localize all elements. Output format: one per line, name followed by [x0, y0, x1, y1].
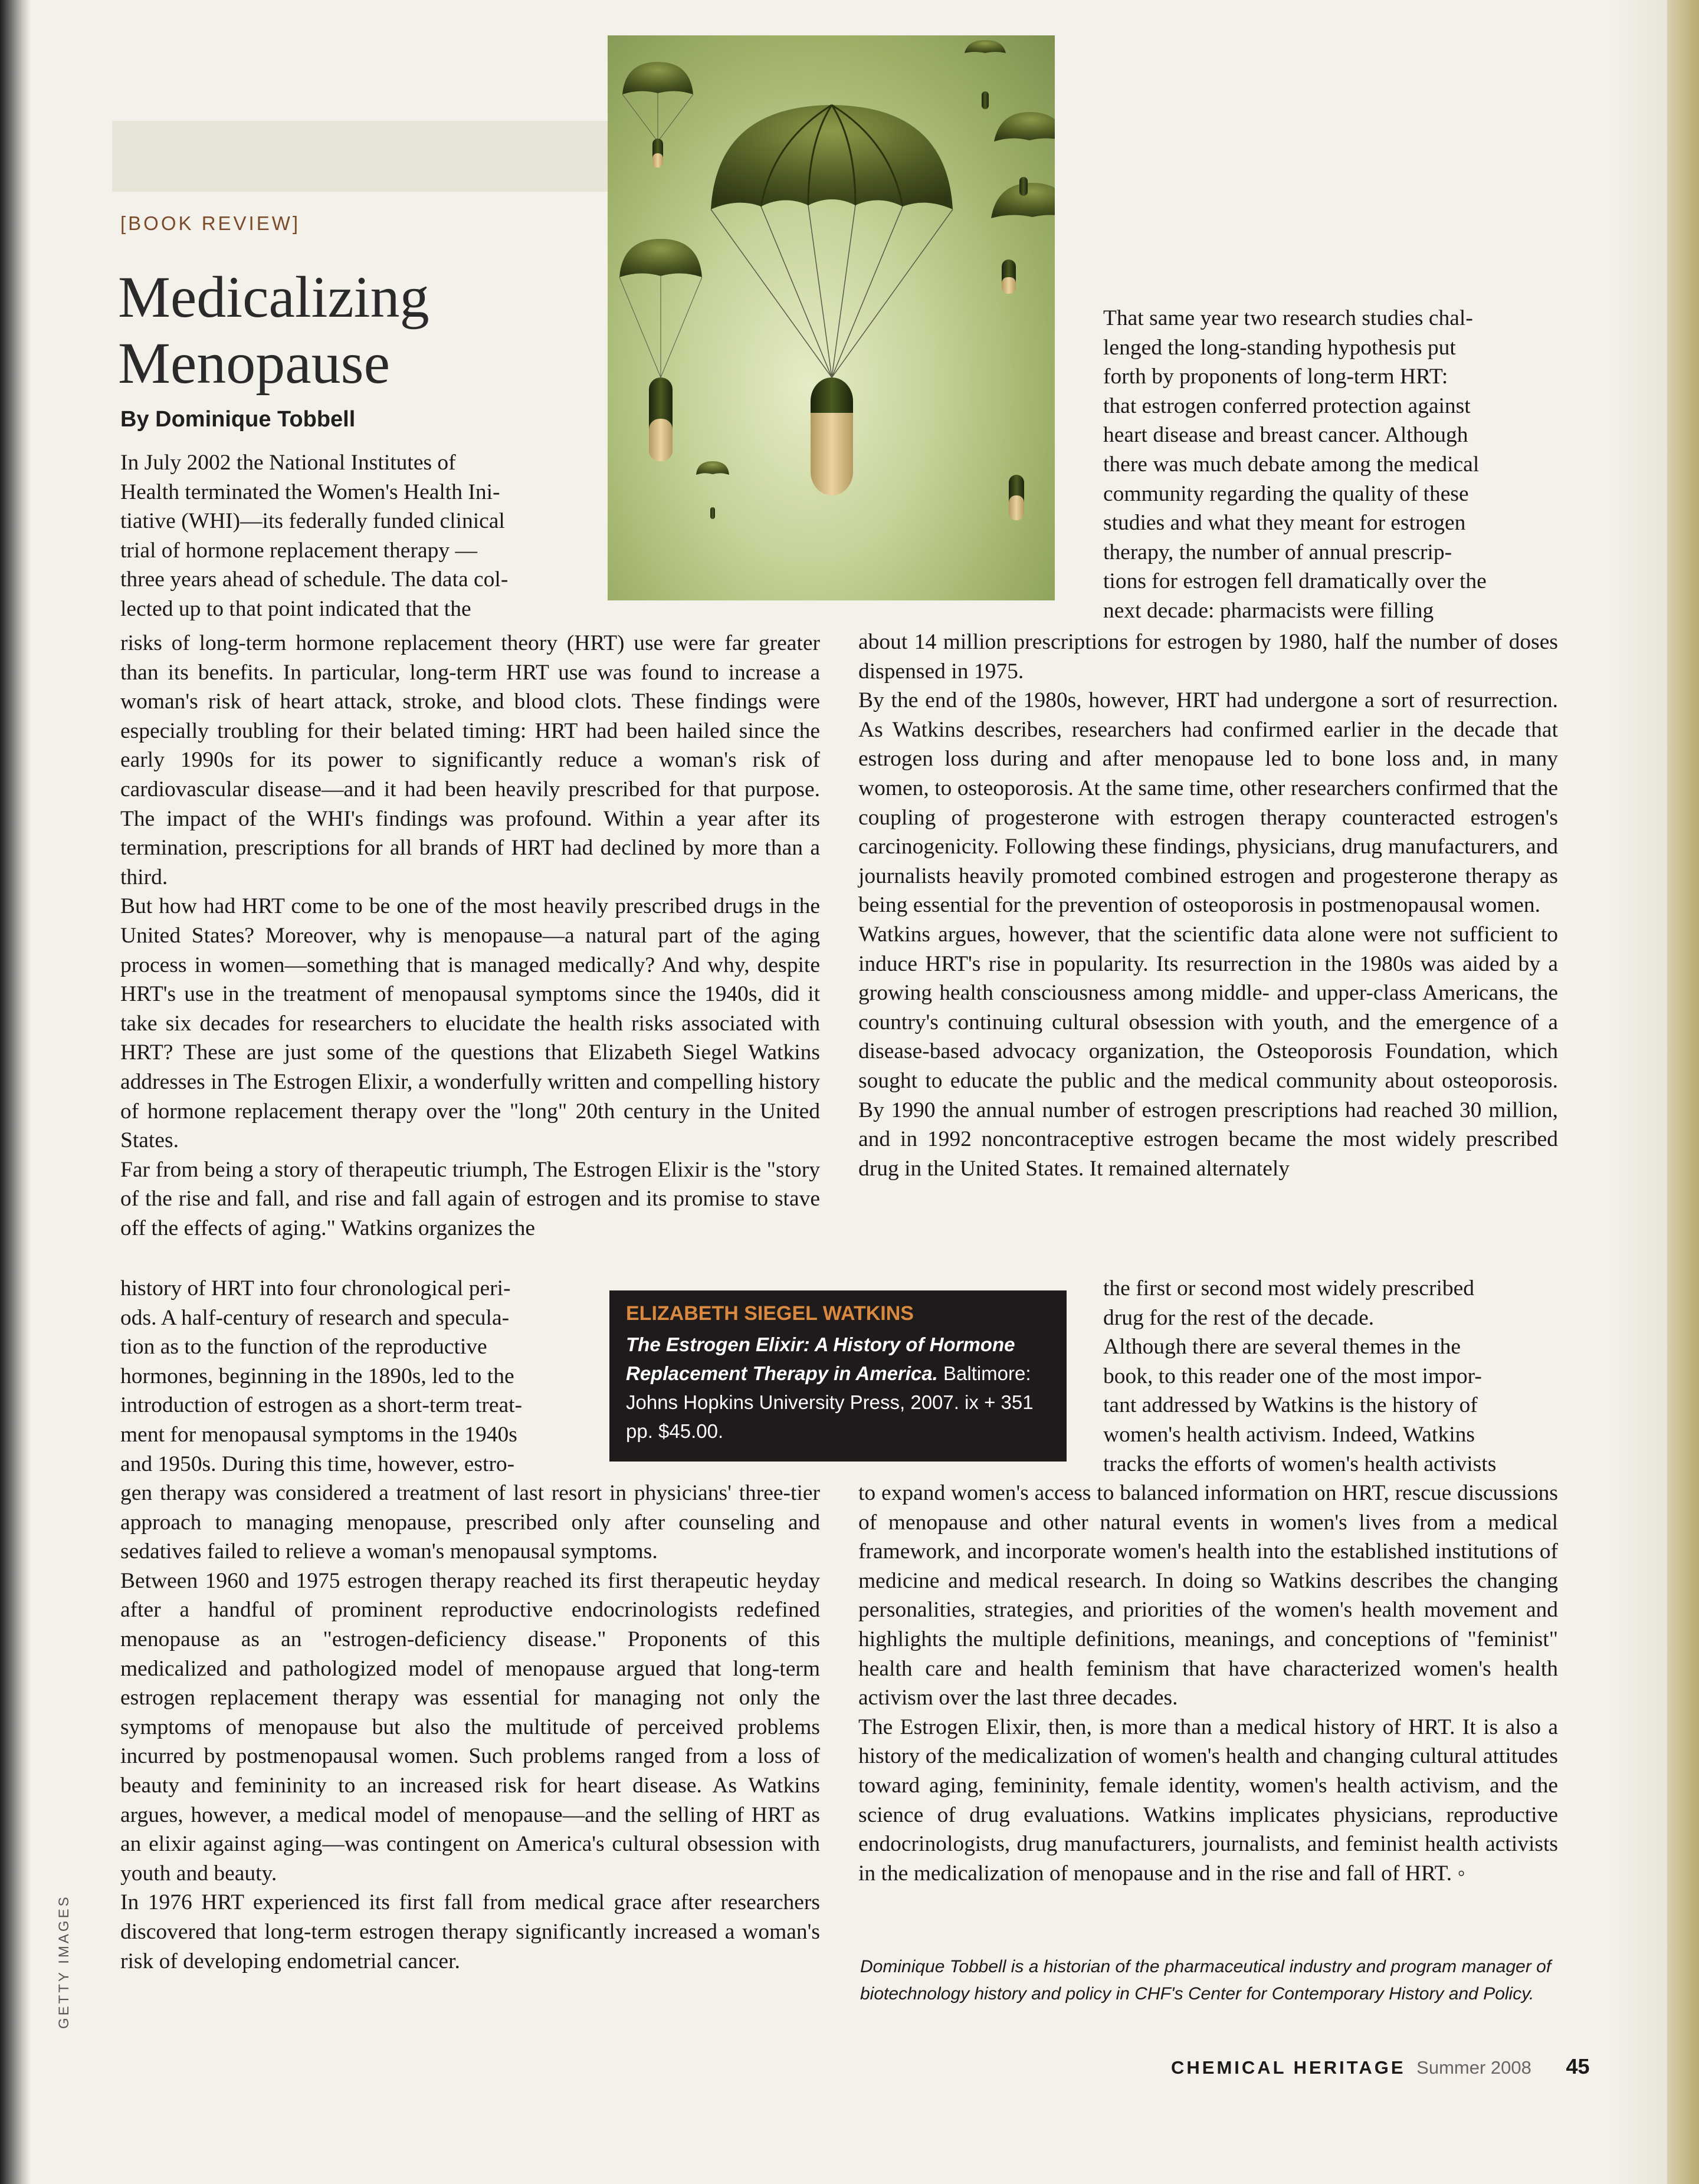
- magazine-name: CHEMICAL HERITAGE: [1171, 2057, 1406, 2078]
- parachute-pills-illustration: [608, 35, 1055, 600]
- book-author: ELIZABETH SIEGEL WATKINS: [626, 1302, 914, 1325]
- left-column-body-1: risks of long-term hormone replacement theory (HRT) use were far greater than its benefits. In particular, long-term HRT use was found to increase a woman's risk of heart attack, stroke, and blood clots. These findings were especially troubling for their belated timing: HRT had been hailed since the early 1990s for its power to significantly reduce a woman's risk of cardiovascular disease—and it had been heavily prescribed for that purpose. The impact of the WHI's findings was profound. Within a year after its termination, prescriptions for all brands of HRT had declined by more than a third. But how had HRT come to be one of the most heavily prescribed drugs in the United States? Moreover, why is menopause—a natural part of the aging process in women—something that is managed medically? And why, despite HRT's use in the treatment of menopausal symptoms since the 1940s, did it take six decades for researchers to elucidate the health risks associated with HRT? These are just some of the questions that Elizabeth Siegel Watkins addresses in The Estrogen Elixir, a wonderfully written and compelling history of hormone replacement therapy over the "long" 20th century in the United States. Far from being a story of therapeutic triumph, The Estrogen Elixir is the "story of the rise and fall, and rise and fall again of estrogen and its promise to stave off the effects of aging." Watkins organizes the: [120, 631, 820, 1240]
- show-through-band: [112, 121, 614, 192]
- title-line-2: Menopause: [118, 330, 390, 396]
- byline: By Dominique Tobbell: [120, 407, 356, 432]
- page-footer: [1171, 2054, 1590, 2079]
- left-intro-wrapped-text: In July 2002 the National Institutes of Health terminated the Women's Health Ini- tiative (WHI)—its federally funded clinical trial of hormone replacement therapy — three years ahead of schedule. The data col- lected up to that point indicated that the: [120, 451, 509, 621]
- right-column-body-1: about 14 million prescriptions for estrogen by 1980, half the number of doses dispensed in 1975. By the end of the 1980s, however, HRT had undergone a sort of resurrection. As Watkins describes, researchers had confirmed earlier in the decade that estrogen loss during and after menopause led to bone loss and, in many women, to osteoporosis. At the same time, other researchers confirmed that the coupling of progesterone with estrogen therapy counteracted estrogen's carcinogenicity. Following these findings, physicians, drug manufacturers, and journalists heavily promoted combined estrogen and progesterone therapy as being essential for the prevention of osteoporosis in postmenopausal women. Watkins argues, however, that the scientific data alone were not sufficient to induce HRT's rise in popularity. Its resurrection in the 1980s was aided by a growing health consciousness among middle- and upper-class Americans, the country's continuing cultural obsession with youth, and the emergence of a disease-based advocacy organization, the Osteoporosis Foundation, which sought to educate the public and the medical community about osteoporosis. By 1990 the annual number of estrogen prescriptions had reached 30 million, and in 1992 noncontraceptive estrogen became the most widely prescribed drug in the United States. It remained alternately: [858, 630, 1558, 1181]
- page-binding-edge: [0, 0, 31, 2184]
- next-page-edge: [1667, 0, 1699, 2184]
- page-number: 45: [1566, 2054, 1590, 2078]
- book-info-box: [609, 1290, 1067, 1462]
- title-line-1: Medicalizing: [118, 264, 429, 330]
- illustration-svg: [608, 35, 1055, 600]
- large-parachute: [711, 105, 953, 495]
- right-column-wrapped-top: That same year two research studies chal- lenged the long-standing hypothesis put forth by proponents of long-term HRT: that estrogen conferred protection against heart disease and breast cancer. Although there was much debate among the medical community regarding the quality of these studies and what they meant for estrogen therapy, the number of annual prescrip- tions for estrogen fell dramatically over the next decade: pharmacists were filling: [1103, 306, 1487, 623]
- small-parachute-5: [994, 112, 1055, 196]
- small-parachute-3: [965, 40, 1006, 109]
- book-title: The Estrogen Elixir: A History of Hormone Replacement Therapy in America.: [626, 1334, 1015, 1384]
- small-parachute-1: [622, 62, 693, 168]
- right-column-wrapped-mid: the first or second most widely prescribed drug for the rest of the decade. Although there are several themes in the book, to this reader one of the most impor- tant addressed by Watkins is the history of women's health activism. Indeed, Watkins tracks the efforts of women's health activists: [1103, 1276, 1497, 1476]
- book-publisher: Baltimore: Johns Hopkins University Press, 2007. ix + 351 pp. $45.00.: [626, 1362, 1034, 1442]
- author-bio: Dominique Tobbell is a historian of the pharmaceutical industry and program manager of biotechnology history and policy in CHF's Center for Contemporary History and Policy.: [860, 1957, 1552, 2004]
- book-details: [626, 1330, 1050, 1446]
- small-parachute-6: [696, 461, 729, 519]
- small-parachute-4: [991, 183, 1055, 294]
- small-parachute-2: [619, 239, 702, 461]
- section-kicker: [BOOK REVIEW]: [120, 212, 301, 234]
- right-column-body-2: to expand women's access to balanced information on HRT, rescue discussions of menopause and other natural events in women's lives from a medical framework, and incorporate women's health into the established institutions of medicine and medical research. In doing so Watkins describes the changing personalities, strategies, and priorities of the women's health movement and highlights the multiple definitions, meanings, and conceptions of "feminist" health care and health feminism that have characterized women's health activism over the last three decades. The Estrogen Elixir, then, is more than a medical history of HRT. It is also a history of the medicalization of women's health and changing cultural attitudes toward aging, femininity, female identity, women's health activism, and the science of drug evaluations. Watkins implicates physicians, reproductive endocrinologists, drug manufacturers, journalists, and feminist health activists in the medicalization of menopause and in the rise and fall of HRT. ◦: [858, 1481, 1558, 1886]
- issue-date: Summer 2008: [1416, 2057, 1531, 2078]
- photo-credit: GETTY IMAGES: [56, 1894, 72, 2029]
- left-column-body-2: gen therapy was considered a treatment of last resort in physicians' three-tier approach to managing menopause, prescribed only after counseling and sedatives failed to relieve a woman's menopausal symptoms. Between 1960 and 1975 estrogen therapy reached its first therapeutic heyday after a handful of prominent reproductive endocrinologists redefined menopause as an "estrogen-deficiency disease." Proponents of this medicalized and pathologized model of menopause argued that long-term estrogen replacement therapy was essential for managing not only the symptoms of menopause but also the multitude of perceived problems incurred by postmenopausal women. Such problems ranged from a loss of beauty and femininity to an increased risk for heart disease. As Watkins argues, however, a medical model of menopause—and the selling of HRT as an elixir against aging—was contingent on America's cultural obsession with youth and beauty. In 1976 HRT experienced its first fall from medical grace after researchers discovered that long-term estrogen therapy significantly increased a woman's risk of developing endometrial cancer.: [120, 1481, 820, 1973]
- small-parachute-7: [1009, 475, 1024, 520]
- article-title: [118, 264, 429, 396]
- left-column-wrapped-mid: history of HRT into four chronological peri- ods. A half-century of research and specula- tion as to the function of the reproductive hormones, beginning in the 1890s, led to the introduction of estrogen as a short-term treat- ment for menopausal symptoms in the 1940s and 1950s. During this time, however, estro-: [120, 1276, 523, 1476]
